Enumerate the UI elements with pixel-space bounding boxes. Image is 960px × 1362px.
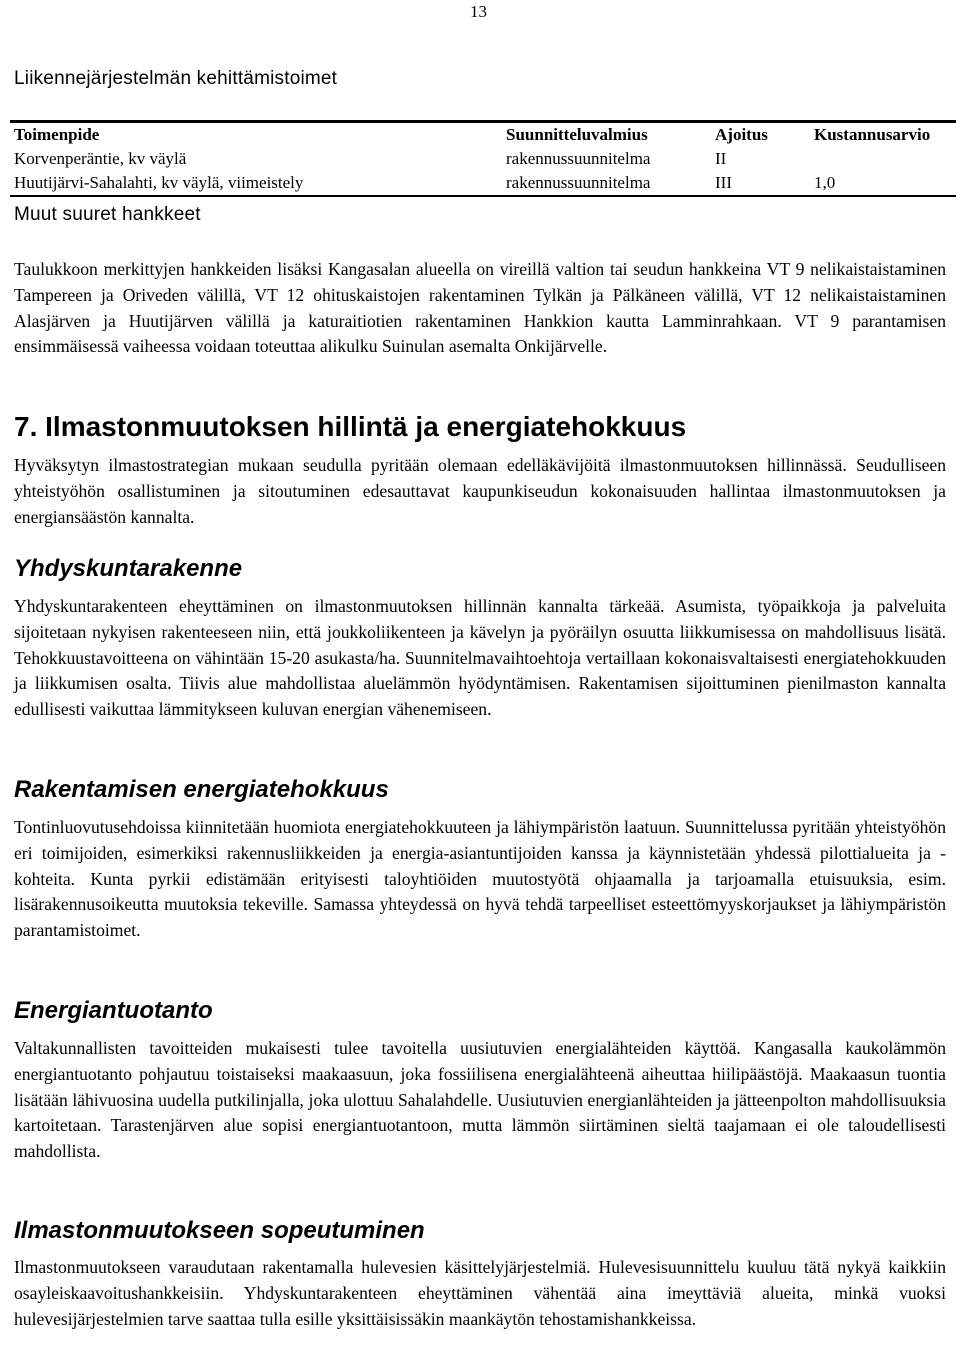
section-heading-rakentaminen: Rakentamisen energiatehokkuus xyxy=(14,776,389,803)
page-number: 13 xyxy=(470,2,487,21)
table-row xyxy=(10,171,956,196)
measures-table xyxy=(10,120,956,197)
table-cell: Korvenperäntie, kv väylä xyxy=(14,149,187,168)
paragraph-sopeutuminen: Ilmastonmuutokseen varaudutaan rakentamalla hulevesien käsittelyjärjestelmiä. Hulevesisuunnittelu kuuluu tätä nykyä kaikkiin osayleiskaavoitushankkeisiin. Yhdyskuntarakenteen eheyttäminen vähentää aina imeyttäviä alueita, minkä vuoksi hulevesijärjestelmien tarve saattaa tulla esille yksittäisissäkin maankäytön tehostamishankkeissa. xyxy=(14,1257,946,1329)
column-header: Toimenpide xyxy=(14,125,100,144)
table-cell: rakennussuunnitelma xyxy=(502,171,711,196)
table-cell: III xyxy=(711,171,810,196)
table-header-row xyxy=(10,123,956,147)
table-cell xyxy=(810,147,956,171)
paragraph-rakentaminen: Tontinluovutusehdoissa kiinnitetään huomiota energiatehokkuuteen ja lähiympäristön laatuun. Suunnittelussa pyritään yhteistyöhön eri toimijoiden, esimerkiksi rakennusliikkeiden ja energia-asiantuntijoiden kanssa ja käynnistetään yhdessä pilottialueita ja -kohteita. Kunta pyrkii edistämään erityisesti taloyhtiöiden muutostyötä ohjaamalla ja tarjoamalla etuisuuksia, esim. lisärakennusoikeutta muutoksia tekeville. Samassa yhteydessä on hyvä tehdä tarpeelliset esteettömyyskorjaukset ja lähiympäristön parantamistoimet. xyxy=(14,817,946,941)
column-header: Suunnitteluvalmius xyxy=(506,125,648,144)
subsection-label: Muut suuret hankkeet xyxy=(14,204,201,225)
paragraph-projects: Taulukkoon merkittyjen hankkeiden lisäksi Kangasalan alueella on vireillä valtion tai seudun hankkeina VT 9 nelikaistaistaminen Tampereen ja Oriveden välillä, VT 12 ohituskaistojen rakentaminen Tylkän ja Pälkäneen välillä, VT 12 nelikaistaistaminen Alasjärven ja Huutijärven välillä ja katuraitiotien rakentaminen Hankkion kautta Lamminrahkaan. VT 9 parantamisen ensimmäisessä vaiheessa voidaan toteuttaa alikulku Suinulan asemalta Onkijärvelle. xyxy=(14,259,946,357)
column-header: Ajoitus xyxy=(715,125,768,144)
table-cell: Huutijärvi-Sahalahti, kv väylä, viimeistely xyxy=(10,171,502,196)
table-row xyxy=(10,147,956,171)
column-header: Kustannusarvio xyxy=(814,125,931,144)
section-heading-yhdyskuntarakenne: Yhdyskuntarakenne xyxy=(14,555,243,582)
paragraph-energiantuotanto: Valtakunnallisten tavoitteiden mukaisesti tulee tavoitella uusiutuvien energialähteiden käyttöä. Kangasalla kaukolämmön energiantuotanto pohjautuu toistaiseksi maakaasuun, joka fossiilisena energialähteenä aiheuttaa hiilipäästöjä. Maakaasun tuontia lisätään lähivuosina uudella putkilinjalla, joka ulottuu Sahalahdelle. Uusiutuvien energianlähteiden ja jätteenpolton mahdollisuuksia kartoitetaan. Tarastenjärven alue sopisi energiantuotantoon, mutta lämmön siirtäminen sieltä taajamaan ei ole taloudellisesti mahdollista. xyxy=(14,1038,946,1162)
section-heading-sopeutuminen: Ilmastonmuutokseen sopeutuminen xyxy=(14,1217,425,1244)
table-cell: II xyxy=(715,149,727,168)
section-heading-energiantuotanto: Energiantuotanto xyxy=(14,997,213,1024)
paragraph-yhdyskuntarakenne: Yhdyskuntarakenteen eheyttäminen on ilmastonmuutoksen hillinnän kannalta tärkeää. Asumista, työpaikkoja ja palveluita sijoitetaan nykyisen rakenteeseen niin, että joukkoliikenteen ja kävelyn ja pyöräilyn osuutta liikkumisessa on mahdollisuus lisätä. Tehokkuustavoitteena on vähintään 15-20 asukasta/ha. Suunnitelmavaihtoehtoja vertaillaan kokonaisvaltaisesti energiatehokkuuden ja liikkumisen osalta. Tiivis alue mahdollistaa aluelämmön hyödyntämisen. Rakentamisen sijoittuminen pienilmaston kannalta edullisesti vaikuttaa lämmitykseen kuluvan energian vähenemiseen. xyxy=(14,596,946,720)
chapter-heading: 7. Ilmastonmuutoksen hillintä ja energiatehokkuus xyxy=(14,411,687,442)
section-title: Liikennejärjestelmän kehittämistoimet xyxy=(14,68,338,89)
table-cell: 1,0 xyxy=(810,171,956,196)
paragraph-intro: Hyväksytyn ilmastostrategian mukaan seudulla pyritään olemaan edelläkävijöitä ilmastonmuutoksen hillinnässä. Seudulliseen yhteistyöhön osallistuminen ja sitoutuminen edesauttavat kaupunkiseudun kokonaisuuden hallintaa ilmastonmuutoksen ja energiansäästön kannalta. xyxy=(14,455,946,527)
table-cell: rakennussuunnitelma xyxy=(506,149,651,168)
